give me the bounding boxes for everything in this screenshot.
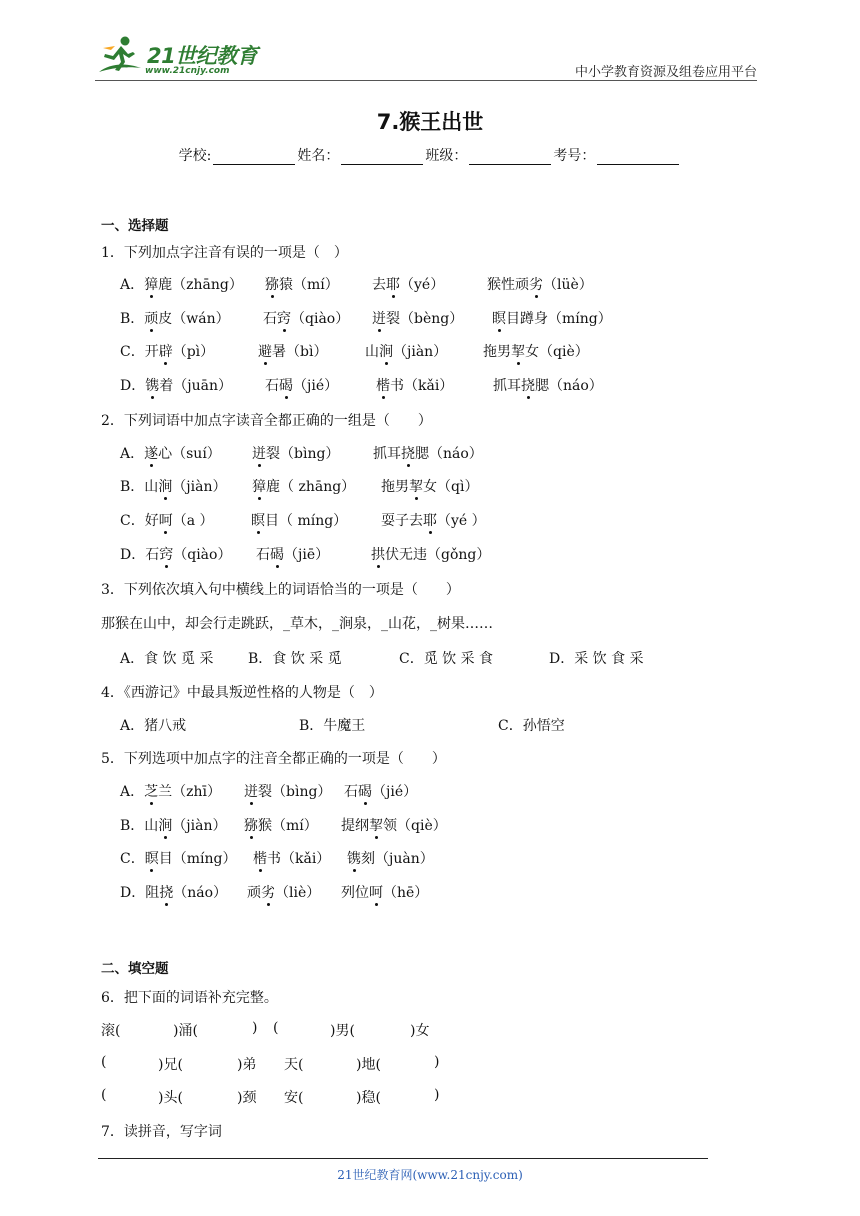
option-letter: C．好 <box>120 513 159 529</box>
fill-text: )颈 <box>237 1090 257 1106</box>
option-letter: A． <box>120 784 145 800</box>
dotted-char: 镌 <box>347 848 361 868</box>
option-text: 石 <box>256 547 270 563</box>
fill-text: )男( <box>330 1023 355 1039</box>
option-d[interactable] <box>120 375 603 395</box>
option-a[interactable]: A．猪八戒 <box>120 718 187 734</box>
school-blank[interactable] <box>213 149 295 165</box>
fill-text: 滚( <box>101 1023 121 1039</box>
dotted-char: 挈 <box>369 815 383 835</box>
option-c[interactable] <box>120 848 434 868</box>
fill-text: )兄( <box>158 1057 183 1073</box>
fill-text: ) <box>434 1054 440 1070</box>
option-letter: A． <box>120 446 145 462</box>
question-stem: 7．读拼音，写字词 <box>101 1124 222 1140</box>
option-text: （a ） <box>172 513 214 529</box>
dotted-char: 碣 <box>270 544 284 564</box>
dotted-char: 瞑 <box>251 510 265 530</box>
option-text: 目蹲身（míng） <box>506 311 612 327</box>
option-letter: D．石 <box>120 547 160 563</box>
option-text: （hē） <box>383 885 429 901</box>
option-d[interactable]: D．采 饮 食 采 <box>549 651 644 667</box>
option-text: 猴性顽 <box>487 277 529 293</box>
question-stem: 6．把下面的词语补充完整。 <box>101 990 278 1006</box>
dotted-char: 呵 <box>159 510 173 530</box>
dotted-char: 挠 <box>401 443 415 463</box>
fill-text: ( <box>101 1054 107 1070</box>
option-text: 耍子去 <box>381 513 423 529</box>
dotted-char: 窍 <box>159 544 173 564</box>
option-text: 腮（náo） <box>415 446 483 462</box>
option-letter: D．阻 <box>120 885 160 901</box>
option-c[interactable]: C．孙悟空 <box>498 718 565 734</box>
fill-row <box>101 1054 501 1074</box>
option-text: （jiàn） <box>172 818 227 834</box>
fill-text: )涌( <box>173 1023 198 1039</box>
name-blank[interactable] <box>341 149 423 165</box>
dotted-char: 劣 <box>529 274 543 294</box>
option-text: （jiē） <box>284 547 330 563</box>
option-text: 鹿（zhāng） <box>158 277 243 293</box>
question-stem: 3．下列依次填入句中横线上的词语恰当的一项是（ ） <box>101 582 460 598</box>
dotted-char: 避 <box>258 341 272 361</box>
section-heading: 二、填空题 <box>101 961 169 977</box>
dotted-char: 碣 <box>279 375 293 395</box>
option-a[interactable] <box>120 781 418 801</box>
option-text: 书（kǎi） <box>390 378 454 394</box>
option-text: 拖男 <box>483 344 511 360</box>
option-text: （yé） <box>400 277 445 293</box>
option-text: （qiào） <box>173 547 232 563</box>
dotted-char: 涧 <box>379 341 393 361</box>
fill-text: ) <box>252 1020 258 1036</box>
option-c[interactable] <box>120 510 486 530</box>
section-heading: 一、选择题 <box>101 218 169 234</box>
option-text: 石 <box>265 378 279 394</box>
dotted-char: 瞑 <box>145 848 159 868</box>
fill-text: )头( <box>158 1090 183 1106</box>
option-text: 顽 <box>247 885 261 901</box>
option-letter: C． <box>120 851 145 867</box>
option-text: 猴（mí） <box>258 818 318 834</box>
dotted-char: 遂 <box>144 443 158 463</box>
option-c[interactable] <box>120 341 589 361</box>
option-a[interactable] <box>120 443 483 463</box>
option-text: 提纲 <box>341 818 369 834</box>
dotted-char: 辟 <box>159 341 173 361</box>
option-letter: C．开 <box>120 344 159 360</box>
option-d[interactable] <box>120 544 491 564</box>
page-title: 7.猴王出世 <box>376 110 484 134</box>
option-text: （jié） <box>372 784 418 800</box>
fill-text: )弟 <box>237 1057 257 1073</box>
option-text: 抓耳 <box>373 446 401 462</box>
dotted-char: 镌 <box>145 375 159 395</box>
dotted-char: 窍 <box>277 308 291 328</box>
option-b[interactable] <box>120 476 479 496</box>
class-label: 班级： <box>425 148 468 164</box>
fill-text: 安( <box>284 1090 304 1106</box>
option-text: （lüè） <box>543 277 593 293</box>
dotted-char: 劣 <box>261 882 275 902</box>
dotted-char: 拱 <box>371 544 385 564</box>
dotted-char: 挠 <box>159 882 173 902</box>
option-text: 裂（bìng） <box>266 446 340 462</box>
option-text: 山 <box>365 344 379 360</box>
platform-name: 中小学教育资源及组卷应用平台 <box>574 65 757 80</box>
option-text: 刻（juàn） <box>361 851 434 867</box>
option-text: 领（qiè） <box>383 818 447 834</box>
dotted-char: 挠 <box>521 375 535 395</box>
dotted-char: 耶 <box>386 274 400 294</box>
name-label: 姓名： <box>297 148 340 164</box>
fill-text: )地( <box>356 1057 381 1073</box>
runner-logo-icon <box>95 34 145 78</box>
question-sentence: 那猴在山中，却会行走跳跃，_草木，_涧泉，_山花，_树果…… <box>101 616 493 632</box>
dotted-char: 涧 <box>158 815 172 835</box>
site-logo <box>95 36 265 76</box>
option-text: 裂（bìng） <box>258 784 332 800</box>
option-text: （yé ） <box>437 513 486 529</box>
dotted-char: 呵 <box>369 882 383 902</box>
student-info <box>0 145 860 165</box>
footer-link[interactable]: 21世纪教育网(www.21cnjy.com) <box>337 1168 523 1182</box>
option-text: （jié） <box>293 378 339 394</box>
option-text: 抓耳 <box>493 378 521 394</box>
exam-label: 考号： <box>553 148 596 164</box>
option-text: 女（qiè） <box>525 344 589 360</box>
option-a[interactable] <box>120 274 593 294</box>
option-text: 书（kǎi） <box>267 851 331 867</box>
option-letter: B． <box>120 311 145 327</box>
dotted-char: 顽 <box>144 308 158 328</box>
option-text: 目（ míng） <box>265 513 348 529</box>
dotted-char: 涧 <box>158 476 172 496</box>
option-text: 目（míng） <box>158 851 237 867</box>
logo-url: www.21cnjy.com <box>145 66 230 76</box>
option-text: 拖男 <box>381 479 409 495</box>
question-stem: 2．下列词语中加点字读音全都正确的一组是（ ） <box>101 413 432 429</box>
dotted-char: 芝 <box>144 781 158 801</box>
dotted-char: 獐 <box>144 274 158 294</box>
dotted-char: 挈 <box>511 341 525 361</box>
dotted-char: 猕 <box>244 815 258 835</box>
option-text: （liè） <box>275 885 321 901</box>
dotted-char: 碣 <box>358 781 372 801</box>
option-text: 石 <box>263 311 277 327</box>
option-text: 鹿（ zhāng） <box>266 479 356 495</box>
option-text: 伏无违（gǒng） <box>385 547 491 563</box>
option-text: （jiàn） <box>172 479 227 495</box>
option-text: 皮（wán） <box>158 311 230 327</box>
option-text: 裂（bèng） <box>386 311 464 327</box>
option-a[interactable]: A．食 饮 觅 采 <box>120 651 214 667</box>
class-blank[interactable] <box>469 149 551 165</box>
option-letter: A． <box>120 277 145 293</box>
dotted-char: 瞑 <box>492 308 506 328</box>
option-text: 去 <box>372 277 386 293</box>
fill-text: )稳( <box>356 1090 381 1106</box>
question-stem: 4．《西游记》中最具叛逆性格的人物是（ ） <box>101 685 383 701</box>
dotted-char: 楷 <box>253 848 267 868</box>
option-text: 女（qì） <box>423 479 479 495</box>
option-text: 猿（mí） <box>279 277 339 293</box>
dotted-char: 耶 <box>423 510 437 530</box>
dotted-char: 挈 <box>409 476 423 496</box>
school-label: 学校: <box>178 148 212 164</box>
option-text: 腮（náo） <box>535 378 603 394</box>
option-c[interactable]: C．觅 饮 采 食 <box>399 651 494 667</box>
option-text: （náo） <box>173 885 228 901</box>
option-d[interactable] <box>120 882 429 902</box>
option-b[interactable] <box>120 308 612 328</box>
option-text: 暑（bì） <box>272 344 328 360</box>
fill-text: ) <box>434 1087 440 1103</box>
page-header <box>95 30 757 81</box>
option-text: （pì） <box>172 344 215 360</box>
fill-text: 天( <box>284 1057 304 1073</box>
logo-text: 21世纪教育 <box>147 44 258 68</box>
dotted-char: 迸 <box>252 443 266 463</box>
option-text: 石 <box>344 784 358 800</box>
dotted-char: 迸 <box>244 781 258 801</box>
fill-row <box>101 1020 501 1040</box>
option-text: （qiào） <box>291 311 350 327</box>
option-text: 兰（zhī） <box>158 784 221 800</box>
dotted-char: 迸 <box>372 308 386 328</box>
footer-divider <box>98 1158 708 1159</box>
fill-text: )女 <box>410 1023 430 1039</box>
option-text: 列位 <box>341 885 369 901</box>
option-letter: B．山 <box>120 479 159 495</box>
dotted-char: 楷 <box>376 375 390 395</box>
option-b[interactable] <box>120 815 447 835</box>
fill-row <box>101 1087 501 1107</box>
dotted-char: 猕 <box>265 274 279 294</box>
option-letter: D． <box>120 378 146 394</box>
question-stem: 1．下列加点字注音有误的一项是（ ） <box>101 245 348 261</box>
fill-text: ( <box>101 1087 107 1103</box>
dotted-char: 獐 <box>252 476 266 496</box>
question-stem: 5．下列选项中加点字的注音全都正确的一项是（ ） <box>101 751 446 767</box>
option-letter: B．山 <box>120 818 159 834</box>
option-b[interactable]: B．食 饮 采 觅 <box>248 651 342 667</box>
fill-text: ( <box>273 1020 279 1036</box>
option-text: 心（suí） <box>158 446 221 462</box>
option-text: 着（juān） <box>159 378 232 394</box>
option-b[interactable]: B．牛魔王 <box>299 718 366 734</box>
exam-blank[interactable] <box>597 149 679 165</box>
option-text: （jiàn） <box>393 344 448 360</box>
